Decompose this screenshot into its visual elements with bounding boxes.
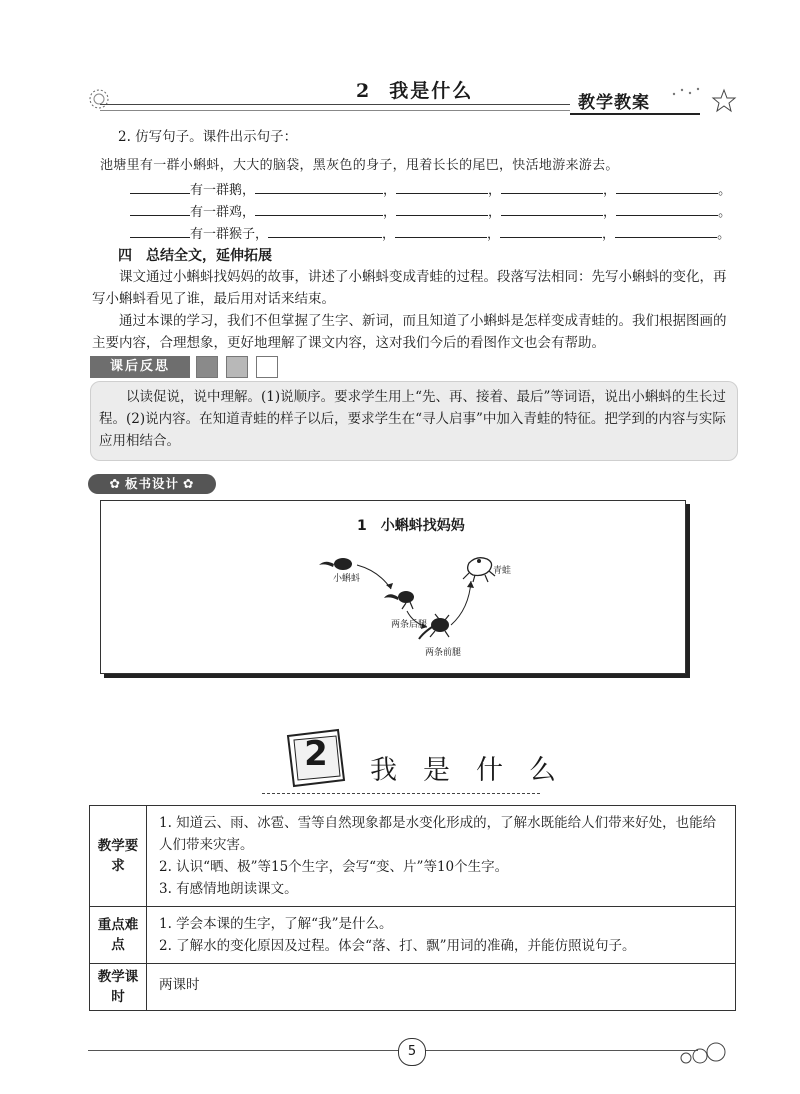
comma: ， — [488, 183, 502, 198]
board-design-tag — [88, 474, 216, 494]
badge-square-dark — [196, 356, 218, 378]
list-item: 1. 知道云、雨、冰雹、雪等自然现象都是水变化形成的，了解水既能给人们带来好处，也能给人们带来灾害。 — [159, 815, 717, 853]
header-rule-secondary — [100, 110, 570, 111]
reflection-box — [90, 381, 738, 461]
header-decor-right — [668, 84, 740, 114]
row-label-periods: 教学课时 — [90, 964, 147, 1011]
list-item: 2. 认识“晒、极”等15个生字，会写“变、片”等10个生字。 — [159, 859, 509, 875]
answer-blank[interactable] — [255, 200, 383, 216]
lesson-number-badge — [284, 726, 348, 790]
imitation-instruction: 2. 仿写句子。课件出示句子： — [118, 129, 298, 145]
comma: ， — [487, 227, 501, 242]
answer-blank[interactable] — [396, 178, 488, 194]
table-row — [90, 806, 736, 907]
frog-icon — [463, 558, 495, 582]
answer-blank[interactable] — [130, 200, 190, 216]
answer-blank[interactable] — [500, 222, 602, 238]
answer-blank[interactable] — [395, 222, 487, 238]
label-back-legs: 两条后腿 — [391, 620, 428, 630]
flower-icon: ✿ — [183, 476, 195, 491]
reflection-text: 以读促说，说中理解。(1)说顺序。要求学生用上“先、再、接着、最后”等词语，说出小蝌蚪的生长过程。(2)说内容。在知道青蛙的样子以后，要求学生在“寻人启事”中加入青蛙的特征。把学到的内容与实际应用相结合。 — [99, 389, 726, 449]
answer-blank[interactable] — [255, 178, 383, 194]
requirements-content — [147, 806, 736, 907]
comma: ， — [488, 205, 502, 220]
page-number: 5 — [398, 1038, 426, 1066]
answer-blank[interactable] — [396, 200, 488, 216]
footer-rule — [88, 1050, 698, 1051]
imitation-row — [130, 222, 740, 242]
key-points-content — [147, 907, 736, 964]
section-heading: 四 总结全文，延伸拓展 — [118, 248, 272, 264]
list-item: 2. 了解水的变化原因及过程。体会“落、打、飘”用词的准确，并能仿照说句子。 — [159, 938, 636, 954]
arrow-3 — [451, 581, 471, 625]
badge-square-light — [256, 356, 278, 378]
header-series-title: 教学教案 — [578, 93, 650, 113]
comma: ， — [383, 183, 397, 198]
summary-paragraph-2: 通过本课的学习，我们不但掌握了生字、新词，而且知道了小蝌蚪是怎样变成青蛙的。我们根据图画的主要内容，合理想象，更好地理解了课文内容，这对我们今后的看图作文也会有帮助。 — [92, 313, 727, 351]
label-frog: 青蛙 — [493, 566, 512, 576]
label-tadpole: 小蝌蚪 — [333, 574, 361, 584]
table-row — [90, 964, 736, 1011]
period: 。 — [717, 227, 731, 242]
header-lesson-number: 2 — [356, 80, 372, 102]
header-rule — [100, 104, 570, 105]
reflection-badge: 课后反思 — [90, 356, 190, 378]
answer-blank[interactable] — [616, 200, 718, 216]
header-lesson-name: 我是什么 — [389, 80, 474, 102]
board-frame — [100, 500, 686, 674]
row-subject: 有一群鸡， — [190, 205, 256, 220]
lesson-title: 我是什么 — [370, 755, 582, 786]
imitation-rows — [130, 178, 740, 242]
star-icon — [668, 84, 740, 114]
lifecycle-diagram — [101, 501, 685, 673]
imitation-row — [130, 178, 740, 198]
lesson-plan-table — [89, 805, 736, 1011]
board-title: 1 小蝌蚪找妈妈 — [357, 518, 465, 534]
periods-content — [147, 964, 736, 1011]
arrow-3-head — [467, 581, 474, 588]
comma: ， — [603, 183, 617, 198]
list-item: 1. 学会本课的生字，了解“我”是什么。 — [159, 916, 393, 932]
answer-blank[interactable] — [501, 178, 603, 194]
lesson-number: 2 — [304, 734, 328, 774]
circle-ornament-icon — [88, 88, 110, 110]
board-tag-label: 板书设计 — [124, 476, 179, 491]
answer-blank[interactable] — [130, 222, 190, 238]
bubbles-icon — [676, 1040, 736, 1068]
comma: ， — [603, 205, 617, 220]
answer-blank[interactable] — [130, 178, 190, 194]
row-label-key-points: 重点难点 — [90, 907, 147, 964]
footer-decor — [676, 1040, 736, 1068]
table-row — [90, 907, 736, 964]
arrow-1 — [357, 565, 391, 589]
answer-blank[interactable] — [615, 222, 717, 238]
row-subject: 有一群鹅， — [190, 183, 256, 198]
comma: ， — [382, 227, 396, 242]
example-sentence: 池塘里有一群小蝌蚪，大大的脑袋，黑灰色的身子，甩着长长的尾巴，快活地游来游去。 — [100, 158, 619, 173]
answer-blank[interactable] — [616, 178, 718, 194]
list-item: 两课时 — [159, 977, 200, 993]
comma: ， — [383, 205, 397, 220]
summary-paragraph-1: 课文通过小蝌蚪找妈妈的故事，讲述了小蝌蚪变成青蛙的过程。段落写法相同：先写小蝌蚪的变化，再写小蝌蚪看见了谁，最后用对话来结束。 — [92, 269, 727, 307]
list-item: 3. 有感情地朗读课文。 — [159, 881, 298, 897]
header-decor-left — [88, 88, 110, 110]
flower-icon: ✿ — [109, 476, 121, 491]
comma: ， — [602, 227, 616, 242]
lesson-title-underline — [262, 793, 540, 794]
tadpole-back-legs-icon — [384, 591, 414, 609]
answer-blank[interactable] — [501, 200, 603, 216]
label-front-legs: 两条前腿 — [425, 648, 462, 658]
imitation-row — [130, 200, 740, 220]
badge-square-mid — [226, 356, 248, 378]
period: 。 — [718, 205, 732, 220]
header-lesson-title — [356, 76, 473, 103]
row-subject: 有一群猴子， — [190, 227, 269, 242]
row-label-requirements: 教学要求 — [90, 806, 147, 907]
period: 。 — [718, 183, 732, 198]
tadpole-icon — [319, 558, 352, 570]
answer-blank[interactable] — [268, 222, 382, 238]
